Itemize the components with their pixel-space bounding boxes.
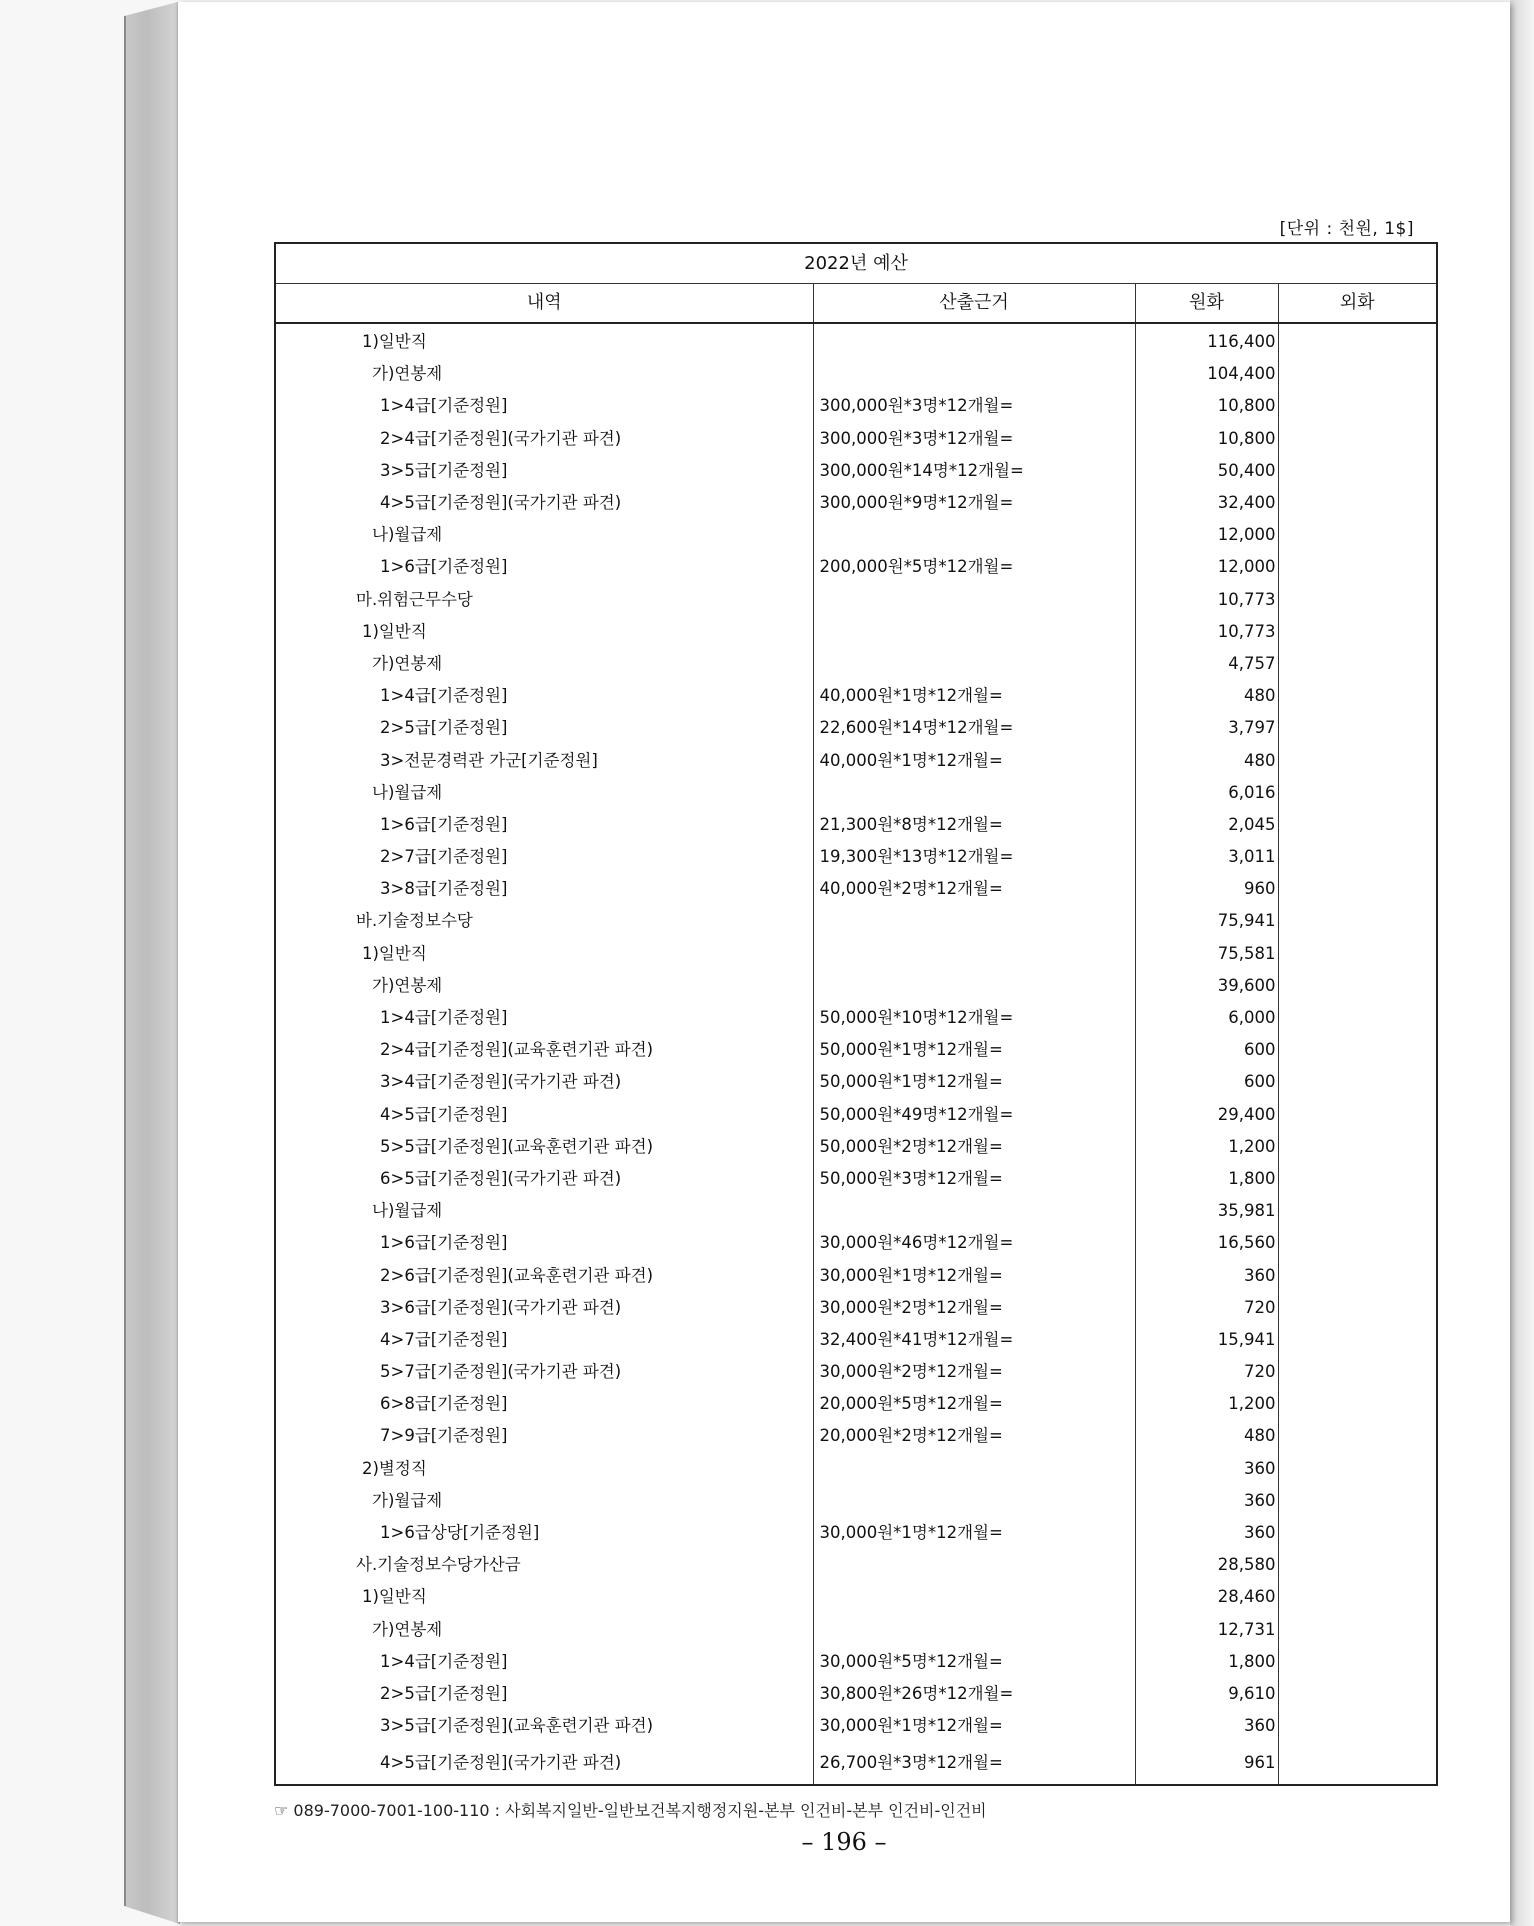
cell-item: 가)연봉제 bbox=[275, 970, 813, 1002]
cell-foreign bbox=[1278, 648, 1437, 680]
cell-foreign bbox=[1278, 1099, 1437, 1131]
table-body bbox=[275, 323, 1437, 1785]
cell-foreign bbox=[1278, 744, 1437, 776]
cell-item: 1)일반직 bbox=[275, 616, 813, 648]
cell-item: 2>5급[기준정원] bbox=[275, 712, 813, 744]
cell-item: 7>9급[기준정원] bbox=[275, 1420, 813, 1452]
cell-foreign bbox=[1278, 841, 1437, 873]
cell-basis: 300,000원*3명*12개월= bbox=[813, 390, 1135, 422]
cell-foreign bbox=[1278, 1453, 1437, 1485]
cell-basis: 50,000원*1명*12개월= bbox=[813, 1066, 1135, 1098]
cell-foreign bbox=[1278, 1163, 1437, 1195]
cell-item: 1>6급상당[기준정원] bbox=[275, 1517, 813, 1549]
table-row bbox=[275, 1292, 1437, 1324]
cell-won: 480 bbox=[1135, 680, 1278, 712]
cell-foreign bbox=[1278, 1614, 1437, 1646]
cell-foreign bbox=[1278, 551, 1437, 583]
cell-item: 나)월급제 bbox=[275, 1195, 813, 1227]
cell-item: 2>4급[기준정원](교육훈련기관 파견) bbox=[275, 1034, 813, 1066]
cell-item: 4>5급[기준정원] bbox=[275, 1099, 813, 1131]
cell-won: 480 bbox=[1135, 1420, 1278, 1452]
cell-foreign bbox=[1278, 487, 1437, 519]
cell-foreign bbox=[1278, 584, 1437, 616]
table-row bbox=[275, 1517, 1437, 1549]
table-row bbox=[275, 1163, 1437, 1195]
table-row bbox=[275, 1066, 1437, 1098]
cell-won: 75,941 bbox=[1135, 905, 1278, 937]
cell-item: 마.위험근무수당 bbox=[275, 584, 813, 616]
cell-won: 12,000 bbox=[1135, 519, 1278, 551]
cell-basis: 32,400원*41명*12개월= bbox=[813, 1324, 1135, 1356]
book-spine-edge bbox=[124, 2, 180, 1924]
table-row bbox=[275, 423, 1437, 455]
cell-won: 480 bbox=[1135, 744, 1278, 776]
cell-item: 1>6급[기준정원] bbox=[275, 551, 813, 583]
header-item: 내역 bbox=[275, 284, 813, 324]
cell-basis bbox=[813, 1485, 1135, 1517]
cell-foreign bbox=[1278, 1195, 1437, 1227]
cell-won: 360 bbox=[1135, 1453, 1278, 1485]
cell-item: 6>5급[기준정원](국가기관 파견) bbox=[275, 1163, 813, 1195]
cell-item: 2>6급[기준정원](교육훈련기관 파견) bbox=[275, 1259, 813, 1291]
cell-basis: 40,000원*1명*12개월= bbox=[813, 680, 1135, 712]
cell-foreign bbox=[1278, 616, 1437, 648]
cell-basis: 300,000원*9명*12개월= bbox=[813, 487, 1135, 519]
cell-basis: 20,000원*2명*12개월= bbox=[813, 1420, 1135, 1452]
cell-won: 3,011 bbox=[1135, 841, 1278, 873]
cell-won: 39,600 bbox=[1135, 970, 1278, 1002]
cell-won: 1,800 bbox=[1135, 1646, 1278, 1678]
cell-basis bbox=[813, 1195, 1135, 1227]
cell-won: 720 bbox=[1135, 1292, 1278, 1324]
cell-item: 5>5급[기준정원](교육훈련기관 파견) bbox=[275, 1131, 813, 1163]
cell-won: 50,400 bbox=[1135, 455, 1278, 487]
cell-item: 3>6급[기준정원](국가기관 파견) bbox=[275, 1292, 813, 1324]
table-row bbox=[275, 390, 1437, 422]
table-row bbox=[275, 1099, 1437, 1131]
table-row bbox=[275, 1388, 1437, 1420]
cell-won: 35,981 bbox=[1135, 1195, 1278, 1227]
table-row bbox=[275, 680, 1437, 712]
table-row bbox=[275, 970, 1437, 1002]
table-row bbox=[275, 1646, 1437, 1678]
cell-foreign bbox=[1278, 1485, 1437, 1517]
cell-won: 360 bbox=[1135, 1259, 1278, 1291]
cell-won: 28,460 bbox=[1135, 1581, 1278, 1613]
table-row bbox=[275, 358, 1437, 390]
table-row bbox=[275, 1678, 1437, 1710]
cell-basis bbox=[813, 777, 1135, 809]
cell-foreign bbox=[1278, 1324, 1437, 1356]
table-row bbox=[275, 777, 1437, 809]
cell-item: 5>7급[기준정원](국가기관 파견) bbox=[275, 1356, 813, 1388]
cell-foreign bbox=[1278, 358, 1437, 390]
cell-foreign bbox=[1278, 1066, 1437, 1098]
cell-basis: 26,700원*3명*12개월= bbox=[813, 1742, 1135, 1785]
cell-won: 1,200 bbox=[1135, 1131, 1278, 1163]
cell-foreign bbox=[1278, 712, 1437, 744]
cell-foreign bbox=[1278, 323, 1437, 358]
cell-won: 1,800 bbox=[1135, 1163, 1278, 1195]
cell-item: 1>6급[기준정원] bbox=[275, 1227, 813, 1259]
table-row bbox=[275, 1195, 1437, 1227]
cell-basis: 50,000원*3명*12개월= bbox=[813, 1163, 1135, 1195]
table-row bbox=[275, 1002, 1437, 1034]
table-row bbox=[275, 1259, 1437, 1291]
cell-item: 1>4급[기준정원] bbox=[275, 1646, 813, 1678]
cell-basis: 30,000원*1명*12개월= bbox=[813, 1517, 1135, 1549]
cell-item: 3>5급[기준정원] bbox=[275, 455, 813, 487]
table-row bbox=[275, 323, 1437, 358]
cell-foreign bbox=[1278, 970, 1437, 1002]
cell-basis bbox=[813, 648, 1135, 680]
table-row bbox=[275, 1485, 1437, 1517]
cell-item: 3>5급[기준정원](교육훈련기관 파견) bbox=[275, 1710, 813, 1742]
cell-won: 116,400 bbox=[1135, 323, 1278, 358]
table-row bbox=[275, 1742, 1437, 1785]
book-spine-line bbox=[124, 16, 126, 1906]
cell-item: 6>8급[기준정원] bbox=[275, 1388, 813, 1420]
cell-foreign bbox=[1278, 1678, 1437, 1710]
cell-basis bbox=[813, 970, 1135, 1002]
document-page bbox=[178, 2, 1510, 1922]
table-row bbox=[275, 1034, 1437, 1066]
cell-foreign bbox=[1278, 1420, 1437, 1452]
cell-foreign bbox=[1278, 1581, 1437, 1613]
cell-won: 4,757 bbox=[1135, 648, 1278, 680]
table-row bbox=[275, 1614, 1437, 1646]
table-row bbox=[275, 809, 1437, 841]
cell-basis bbox=[813, 1614, 1135, 1646]
cell-basis: 40,000원*2명*12개월= bbox=[813, 873, 1135, 905]
cell-won: 10,800 bbox=[1135, 390, 1278, 422]
cell-basis bbox=[813, 584, 1135, 616]
cell-basis: 50,000원*49명*12개월= bbox=[813, 1099, 1135, 1131]
cell-item: 2>4급[기준정원](국가기관 파견) bbox=[275, 423, 813, 455]
cell-basis: 30,000원*2명*12개월= bbox=[813, 1292, 1135, 1324]
table-row bbox=[275, 1420, 1437, 1452]
cell-won: 360 bbox=[1135, 1710, 1278, 1742]
cell-item: 2>5급[기준정원] bbox=[275, 1678, 813, 1710]
cell-foreign bbox=[1278, 905, 1437, 937]
cell-basis: 300,000원*3명*12개월= bbox=[813, 423, 1135, 455]
cell-item: 가)연봉제 bbox=[275, 1614, 813, 1646]
cell-foreign bbox=[1278, 455, 1437, 487]
cell-won: 28,580 bbox=[1135, 1549, 1278, 1581]
cell-basis: 300,000원*14명*12개월= bbox=[813, 455, 1135, 487]
cell-won: 12,000 bbox=[1135, 551, 1278, 583]
table-row bbox=[275, 712, 1437, 744]
cell-foreign bbox=[1278, 1292, 1437, 1324]
cell-won: 12,731 bbox=[1135, 1614, 1278, 1646]
cell-won: 16,560 bbox=[1135, 1227, 1278, 1259]
table-row bbox=[275, 1227, 1437, 1259]
cell-item: 가)연봉제 bbox=[275, 648, 813, 680]
cell-item: 1)일반직 bbox=[275, 938, 813, 970]
cell-item: 4>5급[기준정원](국가기관 파견) bbox=[275, 1742, 813, 1785]
cell-won: 75,581 bbox=[1135, 938, 1278, 970]
cell-item: 2)별정직 bbox=[275, 1453, 813, 1485]
cell-won: 2,045 bbox=[1135, 809, 1278, 841]
cell-item: 나)월급제 bbox=[275, 777, 813, 809]
cell-foreign bbox=[1278, 1646, 1437, 1678]
cell-won: 10,773 bbox=[1135, 616, 1278, 648]
cell-foreign bbox=[1278, 809, 1437, 841]
cell-won: 10,800 bbox=[1135, 423, 1278, 455]
cell-basis bbox=[813, 1453, 1135, 1485]
cell-basis: 19,300원*13명*12개월= bbox=[813, 841, 1135, 873]
cell-foreign bbox=[1278, 938, 1437, 970]
cell-foreign bbox=[1278, 519, 1437, 551]
cell-foreign bbox=[1278, 1388, 1437, 1420]
cell-basis: 30,000원*1명*12개월= bbox=[813, 1710, 1135, 1742]
cell-item: 바.기술정보수당 bbox=[275, 905, 813, 937]
unit-label: [단위 : 천원, 1$] bbox=[1279, 219, 1414, 239]
cell-item: 1>6급[기준정원] bbox=[275, 809, 813, 841]
cell-won: 960 bbox=[1135, 873, 1278, 905]
cell-item: 1>4급[기준정원] bbox=[275, 1002, 813, 1034]
cell-basis bbox=[813, 323, 1135, 358]
table-row bbox=[275, 551, 1437, 583]
cell-won: 32,400 bbox=[1135, 487, 1278, 519]
table-row bbox=[275, 841, 1437, 873]
cell-won: 10,773 bbox=[1135, 584, 1278, 616]
cell-foreign bbox=[1278, 1034, 1437, 1066]
table-row bbox=[275, 938, 1437, 970]
header-foreign: 외화 bbox=[1278, 284, 1437, 324]
cell-basis: 30,000원*46명*12개월= bbox=[813, 1227, 1135, 1259]
cell-basis bbox=[813, 905, 1135, 937]
cell-won: 720 bbox=[1135, 1356, 1278, 1388]
budget-table bbox=[274, 242, 1438, 1786]
table-row bbox=[275, 905, 1437, 937]
cell-foreign bbox=[1278, 1002, 1437, 1034]
cell-basis: 50,000원*10명*12개월= bbox=[813, 1002, 1135, 1034]
table-title: 2022년 예산 bbox=[275, 243, 1437, 284]
cell-basis: 20,000원*5명*12개월= bbox=[813, 1388, 1135, 1420]
cell-item: 4>5급[기준정원](국가기관 파견) bbox=[275, 487, 813, 519]
cell-basis: 50,000원*1명*12개월= bbox=[813, 1034, 1135, 1066]
cell-item: 나)월급제 bbox=[275, 519, 813, 551]
cell-won: 6,016 bbox=[1135, 777, 1278, 809]
cell-foreign bbox=[1278, 1549, 1437, 1581]
cell-won: 600 bbox=[1135, 1066, 1278, 1098]
cell-item: 가)월급제 bbox=[275, 1485, 813, 1517]
cell-basis: 30,800원*26명*12개월= bbox=[813, 1678, 1135, 1710]
cell-basis: 22,600원*14명*12개월= bbox=[813, 712, 1135, 744]
table-row bbox=[275, 519, 1437, 551]
table-row bbox=[275, 455, 1437, 487]
cell-item: 4>7급[기준정원] bbox=[275, 1324, 813, 1356]
cell-won: 3,797 bbox=[1135, 712, 1278, 744]
cell-item: 2>7급[기준정원] bbox=[275, 841, 813, 873]
cell-foreign bbox=[1278, 423, 1437, 455]
cell-foreign bbox=[1278, 777, 1437, 809]
cell-basis bbox=[813, 519, 1135, 551]
cell-won: 360 bbox=[1135, 1517, 1278, 1549]
cell-basis bbox=[813, 616, 1135, 648]
table-row bbox=[275, 648, 1437, 680]
cell-won: 600 bbox=[1135, 1034, 1278, 1066]
cell-basis bbox=[813, 938, 1135, 970]
cell-item: 1>4급[기준정원] bbox=[275, 680, 813, 712]
cell-item: 가)연봉제 bbox=[275, 358, 813, 390]
cell-basis: 30,000원*2명*12개월= bbox=[813, 1356, 1135, 1388]
table-row bbox=[275, 1324, 1437, 1356]
cell-item: 1)일반직 bbox=[275, 1581, 813, 1613]
header-won: 원화 bbox=[1135, 284, 1278, 324]
cell-won: 9,610 bbox=[1135, 1678, 1278, 1710]
cell-foreign bbox=[1278, 1259, 1437, 1291]
table-row bbox=[275, 873, 1437, 905]
table-row bbox=[275, 487, 1437, 519]
table-row bbox=[275, 1356, 1437, 1388]
page-right-shadow bbox=[1510, 0, 1534, 1926]
table-row bbox=[275, 1453, 1437, 1485]
cell-item: 1>4급[기준정원] bbox=[275, 390, 813, 422]
cell-item: 3>전문경력관 가군[기준정원] bbox=[275, 744, 813, 776]
table-row bbox=[275, 584, 1437, 616]
cell-won: 104,400 bbox=[1135, 358, 1278, 390]
cell-basis: 40,000원*1명*12개월= bbox=[813, 744, 1135, 776]
cell-foreign bbox=[1278, 1710, 1437, 1742]
cell-foreign bbox=[1278, 1227, 1437, 1259]
cell-basis: 30,000원*1명*12개월= bbox=[813, 1259, 1135, 1291]
cell-item: 3>4급[기준정원](국가기관 파견) bbox=[275, 1066, 813, 1098]
cell-won: 961 bbox=[1135, 1742, 1278, 1785]
cell-won: 6,000 bbox=[1135, 1002, 1278, 1034]
cell-basis bbox=[813, 1549, 1135, 1581]
cell-won: 1,200 bbox=[1135, 1388, 1278, 1420]
cell-foreign bbox=[1278, 1131, 1437, 1163]
cell-foreign bbox=[1278, 873, 1437, 905]
cell-basis: 30,000원*5명*12개월= bbox=[813, 1646, 1135, 1678]
footer-account-path: ☞ 089-7000-7001-100-110 : 사회복지일반-일반보건복지행정지원-본부 인건비-본부 인건비-인건비 bbox=[274, 1801, 987, 1820]
cell-basis: 50,000원*2명*12개월= bbox=[813, 1131, 1135, 1163]
cell-basis bbox=[813, 1581, 1135, 1613]
cell-foreign bbox=[1278, 1742, 1437, 1785]
cell-item: 3>8급[기준정원] bbox=[275, 873, 813, 905]
page-number: – 196 – bbox=[801, 1828, 887, 1856]
cell-won: 29,400 bbox=[1135, 1099, 1278, 1131]
cell-basis: 200,000원*5명*12개월= bbox=[813, 551, 1135, 583]
cell-item: 사.기술정보수당가산금 bbox=[275, 1549, 813, 1581]
cell-basis: 21,300원*8명*12개월= bbox=[813, 809, 1135, 841]
cell-won: 360 bbox=[1135, 1485, 1278, 1517]
cell-basis bbox=[813, 358, 1135, 390]
cell-foreign bbox=[1278, 1517, 1437, 1549]
table-row bbox=[275, 616, 1437, 648]
table-row bbox=[275, 744, 1437, 776]
cell-foreign bbox=[1278, 680, 1437, 712]
table-row bbox=[275, 1131, 1437, 1163]
cell-foreign bbox=[1278, 390, 1437, 422]
cell-foreign bbox=[1278, 1356, 1437, 1388]
table-row bbox=[275, 1710, 1437, 1742]
cell-item: 1)일반직 bbox=[275, 323, 813, 358]
table-row bbox=[275, 1549, 1437, 1581]
table-row bbox=[275, 1581, 1437, 1613]
cell-won: 15,941 bbox=[1135, 1324, 1278, 1356]
header-basis: 산출근거 bbox=[813, 284, 1135, 324]
